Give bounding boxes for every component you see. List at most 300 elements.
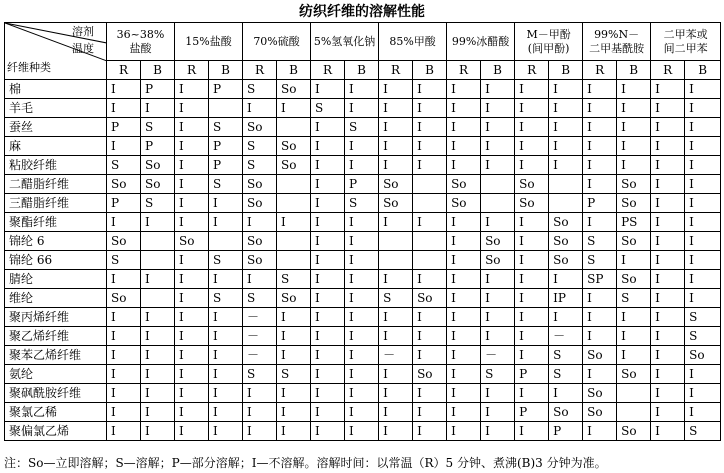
solubility-value-cell: I [175,289,209,308]
solubility-value-cell [413,175,447,194]
solubility-value-cell: I [413,346,447,365]
solubility-value-cell: I [583,289,617,308]
solubility-value-cell: I [175,251,209,270]
solubility-value-cell: I [515,251,549,270]
solubility-value-cell: I [345,403,379,422]
solubility-value-cell: I [141,270,175,289]
solubility-value-cell: I [243,99,277,118]
solubility-value-cell: I [515,289,549,308]
solubility-value-cell: I [447,422,481,441]
solubility-value-cell: I [515,213,549,232]
solubility-value-cell: So [277,289,311,308]
solvent-header-3: 5%氢氧化钠 [311,23,379,61]
solubility-value-cell: I [617,251,651,270]
table-row [5,156,721,175]
solubility-value-cell: I [379,327,413,346]
solubility-value-cell [549,194,583,213]
fiber-name-cell: 蚕丝 [5,118,107,137]
solubility-value-cell: I [345,308,379,327]
solubility-value-cell: I [209,384,243,403]
solubility-value-cell: I [311,289,345,308]
solubility-value-cell: I [175,213,209,232]
solubility-value-cell: I [311,308,345,327]
solubility-value-cell: I [379,365,413,384]
solubility-value-cell: So [549,251,583,270]
solubility-value-cell: I [175,194,209,213]
temp-label-cell: B [209,61,243,80]
solubility-value-cell: I [175,327,209,346]
solubility-value-cell: P [107,118,141,137]
solubility-value-cell: So [617,365,651,384]
solubility-value-cell: I [345,99,379,118]
solubility-value-cell: So [277,156,311,175]
solubility-value-cell [141,251,175,270]
solubility-value-cell: S [345,118,379,137]
solubility-value-cell: S [685,327,721,346]
solubility-value-cell: P [141,137,175,156]
table-row [5,99,721,118]
solubility-value-cell: So [243,118,277,137]
solubility-value-cell: － [549,327,583,346]
solubility-value-cell: I [515,327,549,346]
table-row [5,308,721,327]
solubility-value-cell: I [209,403,243,422]
solubility-value-cell: So [617,194,651,213]
solubility-value-cell: I [481,137,515,156]
solubility-value-cell: So [243,175,277,194]
solubility-value-cell: I [209,346,243,365]
temp-label-cell: R [243,61,277,80]
solubility-value-cell [379,251,413,270]
solubility-value-cell: I [413,270,447,289]
solubility-value-cell: I [413,384,447,403]
solubility-value-cell: I [107,137,141,156]
solubility-value-cell: I [447,251,481,270]
solubility-value-cell: I [175,80,209,99]
solubility-value-cell: I [413,213,447,232]
solubility-value-cell: So [107,289,141,308]
solubility-value-cell [141,289,175,308]
temp-label-cell: R [447,61,481,80]
solubility-value-cell: S [209,118,243,137]
solubility-value-cell: I [345,213,379,232]
temp-label-cell: R [515,61,549,80]
corner-header-cell [5,23,107,80]
solubility-value-cell: I [481,289,515,308]
solubility-value-cell: I [617,99,651,118]
corner-solvent-label: 溶剂 [72,25,94,38]
solubility-value-cell: I [481,308,515,327]
solubility-value-cell: I [413,327,447,346]
fiber-name-cell: 羊毛 [5,99,107,118]
solubility-value-cell: I [447,213,481,232]
table-row [5,403,721,422]
solubility-value-cell: I [209,308,243,327]
solubility-value-cell: I [481,80,515,99]
solubility-value-cell: I [413,80,447,99]
solubility-value-cell: I [345,137,379,156]
solubility-value-cell: I [107,422,141,441]
solubility-value-cell: I [379,99,413,118]
solubility-value-cell: So [141,175,175,194]
solubility-value-cell: I [583,118,617,137]
solubility-value-cell: S [617,289,651,308]
solubility-value-cell: I [311,80,345,99]
solubility-value-cell: I [345,422,379,441]
fiber-name-cell: 氨纶 [5,365,107,384]
solubility-value-cell: I [617,118,651,137]
solubility-value-cell: I [107,308,141,327]
table-row [5,80,721,99]
solubility-value-cell: I [481,99,515,118]
solubility-value-cell: I [685,194,721,213]
solubility-value-cell: I [107,365,141,384]
solubility-value-cell: I [141,99,175,118]
solubility-value-cell: I [107,327,141,346]
solubility-value-cell: I [447,137,481,156]
solubility-value-cell: P [209,137,243,156]
solubility-value-cell: So [515,194,549,213]
solubility-value-cell: I [175,384,209,403]
solubility-value-cell: I [379,403,413,422]
solubility-value-cell: I [413,118,447,137]
solubility-value-cell: I [175,270,209,289]
solubility-value-cell: I [583,175,617,194]
solubility-value-cell [379,232,413,251]
solubility-value-cell [141,232,175,251]
solubility-value-cell: I [277,308,311,327]
solubility-value-cell: I [345,327,379,346]
solubility-value-cell: I [651,403,685,422]
solubility-value-cell: I [685,232,721,251]
solubility-value-cell: I [583,80,617,99]
solubility-value-cell: I [243,403,277,422]
temp-label-cell: B [413,61,447,80]
temperature-row [5,61,721,80]
solubility-value-cell: P [209,80,243,99]
solubility-value-cell: I [141,422,175,441]
solubility-value-cell: I [345,232,379,251]
fiber-name-cell: 聚氯乙稀 [5,403,107,422]
solubility-value-cell: I [141,365,175,384]
solubility-value-cell: I [583,156,617,175]
solubility-value-cell: So [175,232,209,251]
solubility-value-cell: So [481,232,515,251]
solubility-value-cell: I [481,213,515,232]
solubility-value-cell: I [685,289,721,308]
solubility-value-cell: I [617,156,651,175]
solubility-value-cell: I [345,384,379,403]
fiber-name-cell: 聚酯纤维 [5,213,107,232]
solubility-value-cell: I [413,99,447,118]
solubility-value-cell: I [413,403,447,422]
solubility-value-cell: － [481,346,515,365]
solubility-value-cell: I [311,384,345,403]
solubility-value-cell: I [651,137,685,156]
solubility-value-cell: I [617,137,651,156]
table-row [5,365,721,384]
solubility-value-cell: I [311,156,345,175]
solubility-value-cell: I [481,327,515,346]
temp-label-cell: B [549,61,583,80]
solubility-value-cell: I [685,137,721,156]
solubility-value-cell: I [141,327,175,346]
solubility-value-cell: I [413,308,447,327]
solubility-value-cell: I [651,384,685,403]
solubility-value-cell: I [413,137,447,156]
solubility-value-cell: I [175,308,209,327]
solubility-value-cell: I [651,213,685,232]
solubility-value-cell: I [583,422,617,441]
solvent-header-1: 15%盐酸 [175,23,243,61]
solubility-value-cell: I [583,99,617,118]
table-row [5,384,721,403]
corner-temperature-label: 温度 [72,42,94,55]
solubility-value-cell: SP [583,270,617,289]
solubility-value-cell: I [685,156,721,175]
solubility-value-cell: I [141,308,175,327]
solubility-value-cell: So [413,289,447,308]
solubility-value-cell: I [515,422,549,441]
temp-label-cell: R [107,61,141,80]
solvent-header-8: 二甲苯或 间二甲苯 [651,23,721,61]
solubility-value-cell: I [651,327,685,346]
fiber-name-cell: 锦纶 66 [5,251,107,270]
table-row [5,270,721,289]
solubility-value-cell: I [481,422,515,441]
solubility-value-cell [413,194,447,213]
solubility-value-cell: So [583,403,617,422]
solubility-value-cell: So [685,346,721,365]
fiber-name-cell: 聚丙烯纤维 [5,308,107,327]
solubility-value-cell: S [345,194,379,213]
solubility-value-cell: I [549,156,583,175]
solubility-value-cell: I [311,194,345,213]
solubility-value-cell: So [243,232,277,251]
solubility-value-cell: I [311,232,345,251]
solubility-value-cell: S [549,346,583,365]
solubility-value-cell: So [243,251,277,270]
fiber-name-cell: 维纶 [5,289,107,308]
table-row [5,422,721,441]
fiber-name-cell: 二醋脂纤维 [5,175,107,194]
solubility-value-cell: I [277,403,311,422]
solubility-value-cell: I [311,251,345,270]
solubility-value-cell: So [243,194,277,213]
solubility-value-cell: － [379,346,413,365]
solubility-value-cell: I [447,384,481,403]
solubility-value-cell [617,384,651,403]
solubility-value-cell: I [107,346,141,365]
solubility-value-cell: I [447,327,481,346]
solubility-value-cell: I [685,80,721,99]
solubility-value-cell: S [549,365,583,384]
solubility-value-cell: I [379,270,413,289]
solubility-value-cell: I [515,384,549,403]
solubility-value-cell: I [583,308,617,327]
solubility-value-cell: S [583,251,617,270]
solubility-value-cell: S [209,289,243,308]
solubility-value-cell: I [447,270,481,289]
solubility-value-cell [481,194,515,213]
temp-label-cell: R [175,61,209,80]
solubility-value-cell: I [141,384,175,403]
temp-label-cell: R [651,61,685,80]
solubility-value-cell: I [311,327,345,346]
solubility-value-cell: I [277,213,311,232]
solubility-value-cell: I [107,403,141,422]
solubility-value-cell: I [379,422,413,441]
solubility-value-cell: I [311,346,345,365]
solubility-value-cell: I [651,175,685,194]
solubility-value-cell [277,194,311,213]
solubility-value-cell: P [107,194,141,213]
solubility-value-cell: I [209,422,243,441]
solubility-value-cell: I [379,384,413,403]
fiber-name-cell: 聚乙烯纤维 [5,327,107,346]
table-row [5,289,721,308]
solubility-value-cell: So [277,137,311,156]
solubility-value-cell: I [141,213,175,232]
solubility-value-cell: S [209,175,243,194]
table-row [5,346,721,365]
solvent-header-6: M－甲酚 (间甲酚) [515,23,583,61]
solubility-value-cell: So [379,175,413,194]
solubility-value-cell: I [583,365,617,384]
solubility-table [4,22,721,441]
solubility-value-cell: S [209,251,243,270]
solubility-value-cell: I [515,137,549,156]
solubility-value-cell: So [549,232,583,251]
solubility-value-cell: S [243,156,277,175]
solubility-value-cell: So [549,403,583,422]
solubility-value-cell: I [379,137,413,156]
solubility-value-cell: So [447,175,481,194]
solubility-value-cell: I [549,137,583,156]
table-row [5,213,721,232]
solubility-value-cell: I [345,346,379,365]
solubility-value-cell: I [345,270,379,289]
solubility-value-cell [549,175,583,194]
solvent-header-0: 36~38% 盐酸 [107,23,175,61]
solubility-value-cell: I [107,80,141,99]
solubility-value-cell: I [651,194,685,213]
solubility-value-cell: I [685,213,721,232]
page-title: 纺织纤维的溶解性能 [299,4,425,20]
solubility-value-cell: I [277,327,311,346]
fiber-name-cell: 三醋脂纤维 [5,194,107,213]
solubility-value-cell: I [345,251,379,270]
solubility-value-cell: I [243,270,277,289]
solubility-value-cell: I [651,422,685,441]
solubility-value-cell: I [209,327,243,346]
solubility-value-cell: So [583,384,617,403]
solvent-header-7: 99%N－ 二甲基酰胺 [583,23,651,61]
corner-fiber-label: 纤维种类 [7,61,51,74]
solubility-value-cell: I [447,156,481,175]
fiber-name-cell: 聚砜酰胺纤维 [5,384,107,403]
solubility-value-cell: So [515,175,549,194]
solubility-value-cell: I [345,156,379,175]
temp-label-cell: B [481,61,515,80]
solubility-value-cell: － [243,346,277,365]
solubility-value-cell: I [413,156,447,175]
solubility-value-cell: I [617,346,651,365]
solubility-value-cell: I [651,251,685,270]
solubility-value-cell: I [651,99,685,118]
solubility-value-cell: I [651,80,685,99]
solubility-value-cell: I [311,175,345,194]
solvent-header-5: 99%冰醋酸 [447,23,515,61]
fiber-name-cell: 锦纶 6 [5,232,107,251]
solubility-value-cell: I [379,118,413,137]
solubility-value-cell: P [583,194,617,213]
solubility-value-cell: So [141,156,175,175]
solubility-value-cell: I [481,384,515,403]
solubility-value-cell: I [175,137,209,156]
solubility-value-cell: PS [617,213,651,232]
solubility-value-cell: I [209,365,243,384]
fiber-name-cell: 腈纶 [5,270,107,289]
solubility-value-cell: P [345,175,379,194]
solubility-value-cell: I [583,137,617,156]
solubility-value-cell: IP [549,289,583,308]
solubility-value-cell: I [651,118,685,137]
solubility-value-cell: I [175,346,209,365]
solubility-value-cell: I [277,346,311,365]
solubility-value-cell [209,232,243,251]
solubility-value-cell: I [107,213,141,232]
temp-label-cell: R [583,61,617,80]
solubility-value-cell: I [447,99,481,118]
solubility-value-cell [277,118,311,137]
temp-label-cell: B [141,61,175,80]
solubility-value-cell: I [685,270,721,289]
solubility-value-cell: P [515,365,549,384]
solubility-value-cell: I [685,118,721,137]
solubility-value-cell: S [107,251,141,270]
fiber-name-cell: 粘胶纤维 [5,156,107,175]
fiber-name-cell: 棉 [5,80,107,99]
solubility-value-cell: I [481,270,515,289]
solubility-value-cell: I [651,346,685,365]
solubility-value-cell: I [651,232,685,251]
solubility-value-cell: I [107,384,141,403]
solvent-header-4: 85%甲酸 [379,23,447,61]
solubility-value-cell: I [515,346,549,365]
solubility-value-cell: P [141,80,175,99]
solubility-value-cell [277,175,311,194]
solubility-value-cell: I [345,365,379,384]
solubility-value-cell: So [617,422,651,441]
solubility-value-cell: I [311,137,345,156]
solubility-value-cell: I [617,327,651,346]
temp-label-cell: B [277,61,311,80]
temp-label-cell: R [311,61,345,80]
solubility-value-cell: I [175,422,209,441]
solubility-value-cell: I [515,80,549,99]
solubility-value-cell: I [311,213,345,232]
solubility-value-cell: I [243,384,277,403]
table-row [5,251,721,270]
solubility-value-cell: P [549,422,583,441]
solubility-value-cell: I [447,403,481,422]
solubility-value-cell: I [175,365,209,384]
solubility-value-cell: P [515,403,549,422]
solubility-value-cell: I [685,251,721,270]
solubility-value-cell: I [107,99,141,118]
solubility-value-cell: I [345,80,379,99]
